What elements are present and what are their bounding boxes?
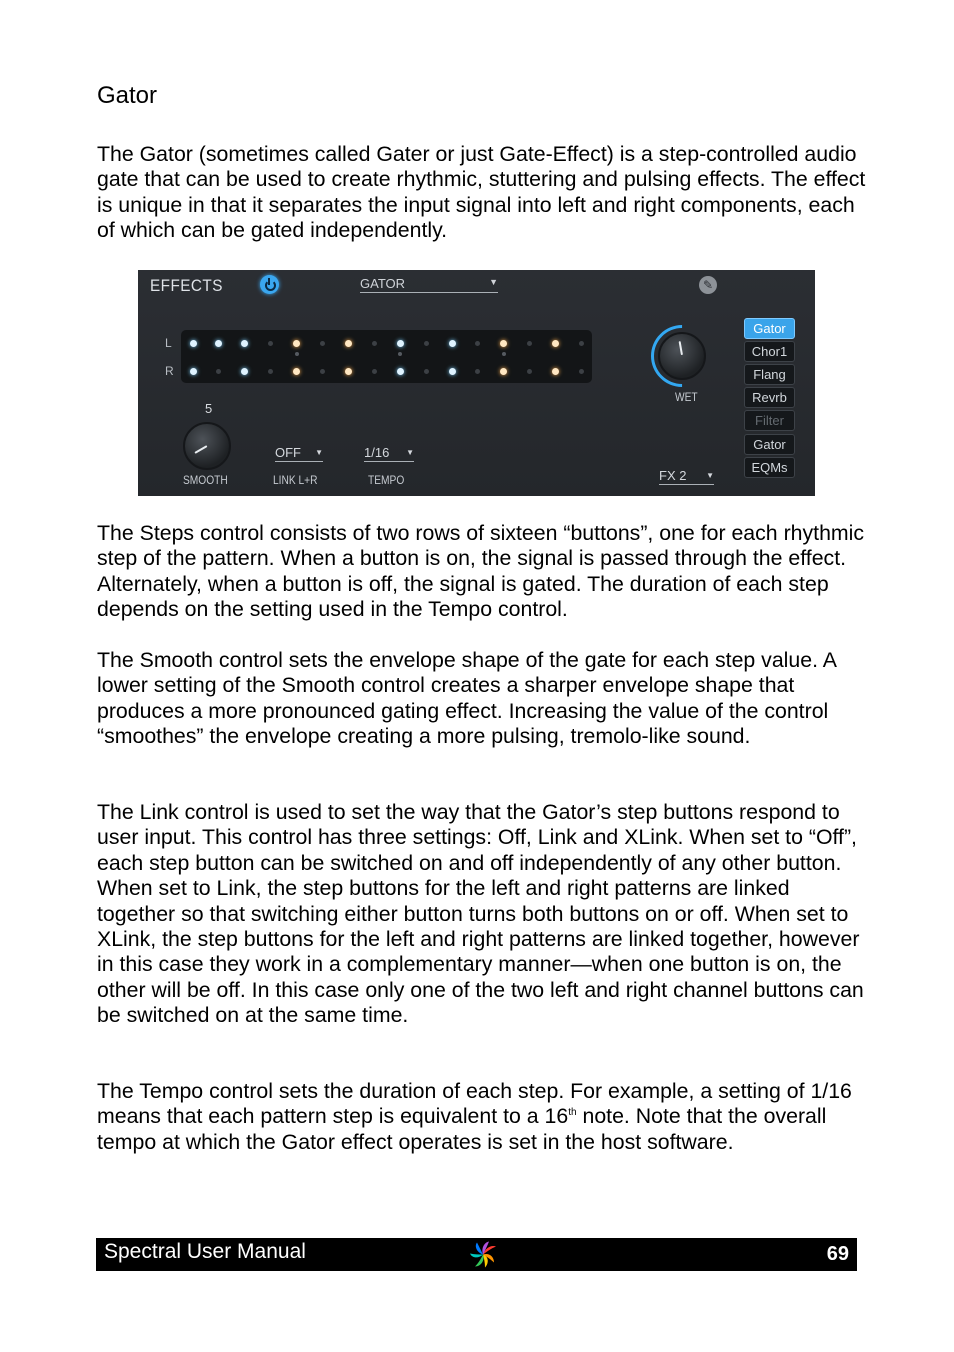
step-left-1[interactable] <box>190 340 197 347</box>
step-grid <box>181 330 592 383</box>
fx-slot-1[interactable]: Gator <box>744 318 795 339</box>
row-label-left: L <box>165 336 172 350</box>
step-link-dot <box>398 352 402 356</box>
step-left-12[interactable] <box>475 341 480 346</box>
fx-slot-4[interactable]: Revrb <box>744 387 795 408</box>
wet-label: WET <box>675 390 698 404</box>
tempo-paragraph-text-2: note. Note that the overall tempo at which the Gator effect operates is set in the host software. <box>97 1104 827 1154</box>
step-left-16[interactable] <box>579 341 584 346</box>
effect-type-value: GATOR <box>360 276 406 291</box>
step-left-2[interactable] <box>215 340 222 347</box>
step-right-10[interactable] <box>424 369 429 374</box>
fx-slot-5[interactable]: Filter <box>744 410 795 431</box>
step-right-9[interactable] <box>397 368 404 375</box>
fx-slot-value: FX 2 <box>659 468 687 483</box>
step-right-12[interactable] <box>475 369 480 374</box>
wet-knob[interactable] <box>658 332 706 380</box>
smooth-paragraph: The Smooth control sets the envelope shape of the gate for each step value. A lower setting of the Smooth control creates a sharper envelope shape that produces a more pronounced gating effect. Increasing the value of the control “smoothes” the envelope creating a more pulsing, tremolo-like sound. <box>97 648 836 749</box>
step-left-13[interactable] <box>500 340 507 347</box>
step-link-dot <box>295 352 299 356</box>
chevron-down-icon: ▼ <box>706 471 714 480</box>
link-dropdown[interactable] <box>275 445 323 462</box>
step-right-4[interactable] <box>268 369 273 374</box>
step-left-10[interactable] <box>424 341 429 346</box>
smooth-label: SMOOTH <box>183 473 228 487</box>
spectral-logo-icon <box>466 1238 500 1271</box>
chevron-down-icon: ▼ <box>406 448 414 457</box>
step-link-dot <box>502 352 506 356</box>
intro-paragraph: The Gator (sometimes called Gater or just Gate-Effect) is a step-controlled audio gate that can be used to create rhythmic, stuttering and pulsing effects. The effect is unique in that it separates the input signal into left and right components, each of which can be gated independently. <box>97 142 866 243</box>
step-left-15[interactable] <box>552 340 559 347</box>
step-left-11[interactable] <box>449 340 456 347</box>
tempo-paragraph-text-1: The Tempo control sets the duration of each step. For example, a setting of 1/16 means that each pattern step is equivalent to a 16 <box>97 1079 852 1129</box>
smooth-knob-needle <box>194 445 207 454</box>
step-left-8[interactable] <box>372 341 377 346</box>
step-right-5[interactable] <box>293 368 300 375</box>
step-right-13[interactable] <box>500 368 507 375</box>
step-right-16[interactable] <box>579 369 584 374</box>
step-left-5[interactable] <box>293 340 300 347</box>
step-right-15[interactable] <box>552 368 559 375</box>
step-left-7[interactable] <box>345 340 352 347</box>
step-left-4[interactable] <box>268 341 273 346</box>
link-label: LINK L+R <box>273 473 318 487</box>
section-heading: Gator <box>97 82 158 109</box>
step-right-3[interactable] <box>241 368 248 375</box>
step-right-7[interactable] <box>345 368 352 375</box>
fx-slot-2[interactable]: Chor1 <box>744 341 795 362</box>
fx-slot-3[interactable]: Flang <box>744 364 795 385</box>
fx-slot-dropdown[interactable] <box>659 468 714 485</box>
step-right-2[interactable] <box>216 369 221 374</box>
wet-knob-needle <box>679 341 683 355</box>
step-right-8[interactable] <box>372 369 377 374</box>
tempo-dropdown[interactable] <box>364 445 414 462</box>
fx-slot-6[interactable]: Gator <box>744 434 795 455</box>
step-left-6[interactable] <box>320 341 325 346</box>
step-left-3[interactable] <box>241 340 248 347</box>
chevron-down-icon: ▼ <box>315 448 323 457</box>
effect-type-dropdown[interactable] <box>360 276 498 293</box>
fx-slot-7[interactable]: EQMs <box>744 457 795 478</box>
link-paragraph: The Link control is used to set the way that the Gator’s step buttons respond to user input. This control has three settings: Off, Link and XLink. When set to “Off”, each step button can be switched on and off independently of any other button. When set to Link, the step buttons for the left and right patterns are linked together so that switching either button turns both buttons on or off. When set to XLink, the step buttons for the left and right patterns are linked together, however in this case they work in a complementary manner—when one button is on, the other will be off. In this case only one of the two left and right channel buttons can be switched on at the same time. <box>97 800 864 1028</box>
wrench-icon[interactable]: ✎ <box>699 276 717 294</box>
smooth-value: 5 <box>205 401 213 416</box>
footer-title: Spectral User Manual <box>104 1240 306 1263</box>
step-right-14[interactable] <box>527 369 532 374</box>
row-label-right: R <box>165 364 174 378</box>
effects-title: EFFECTS <box>150 276 223 295</box>
tempo-paragraph <box>97 1079 867 1155</box>
chevron-down-icon: ▼ <box>489 277 498 287</box>
power-icon[interactable] <box>260 275 279 294</box>
step-right-1[interactable] <box>190 368 197 375</box>
smooth-knob[interactable] <box>183 422 231 470</box>
steps-paragraph: The Steps control consists of two rows of sixteen “buttons”, one for each rhythmic step of the pattern. When a button is on, the signal is passed through the effect. Alternately, when a button is off, the signal is gated. The duration of each step depends on the setting used in the Tempo control. <box>97 521 865 622</box>
effects-panel <box>138 270 815 496</box>
step-right-6[interactable] <box>320 369 325 374</box>
tempo-label: TEMPO <box>368 473 405 487</box>
step-left-9[interactable] <box>397 340 404 347</box>
tempo-value: 1/16 <box>364 445 390 460</box>
ordinal-superscript: th <box>568 1107 577 1119</box>
page-footer <box>96 1238 857 1271</box>
step-right-11[interactable] <box>449 368 456 375</box>
page-number: 69 <box>826 1243 849 1265</box>
link-value: OFF <box>275 445 301 460</box>
step-left-14[interactable] <box>527 341 532 346</box>
